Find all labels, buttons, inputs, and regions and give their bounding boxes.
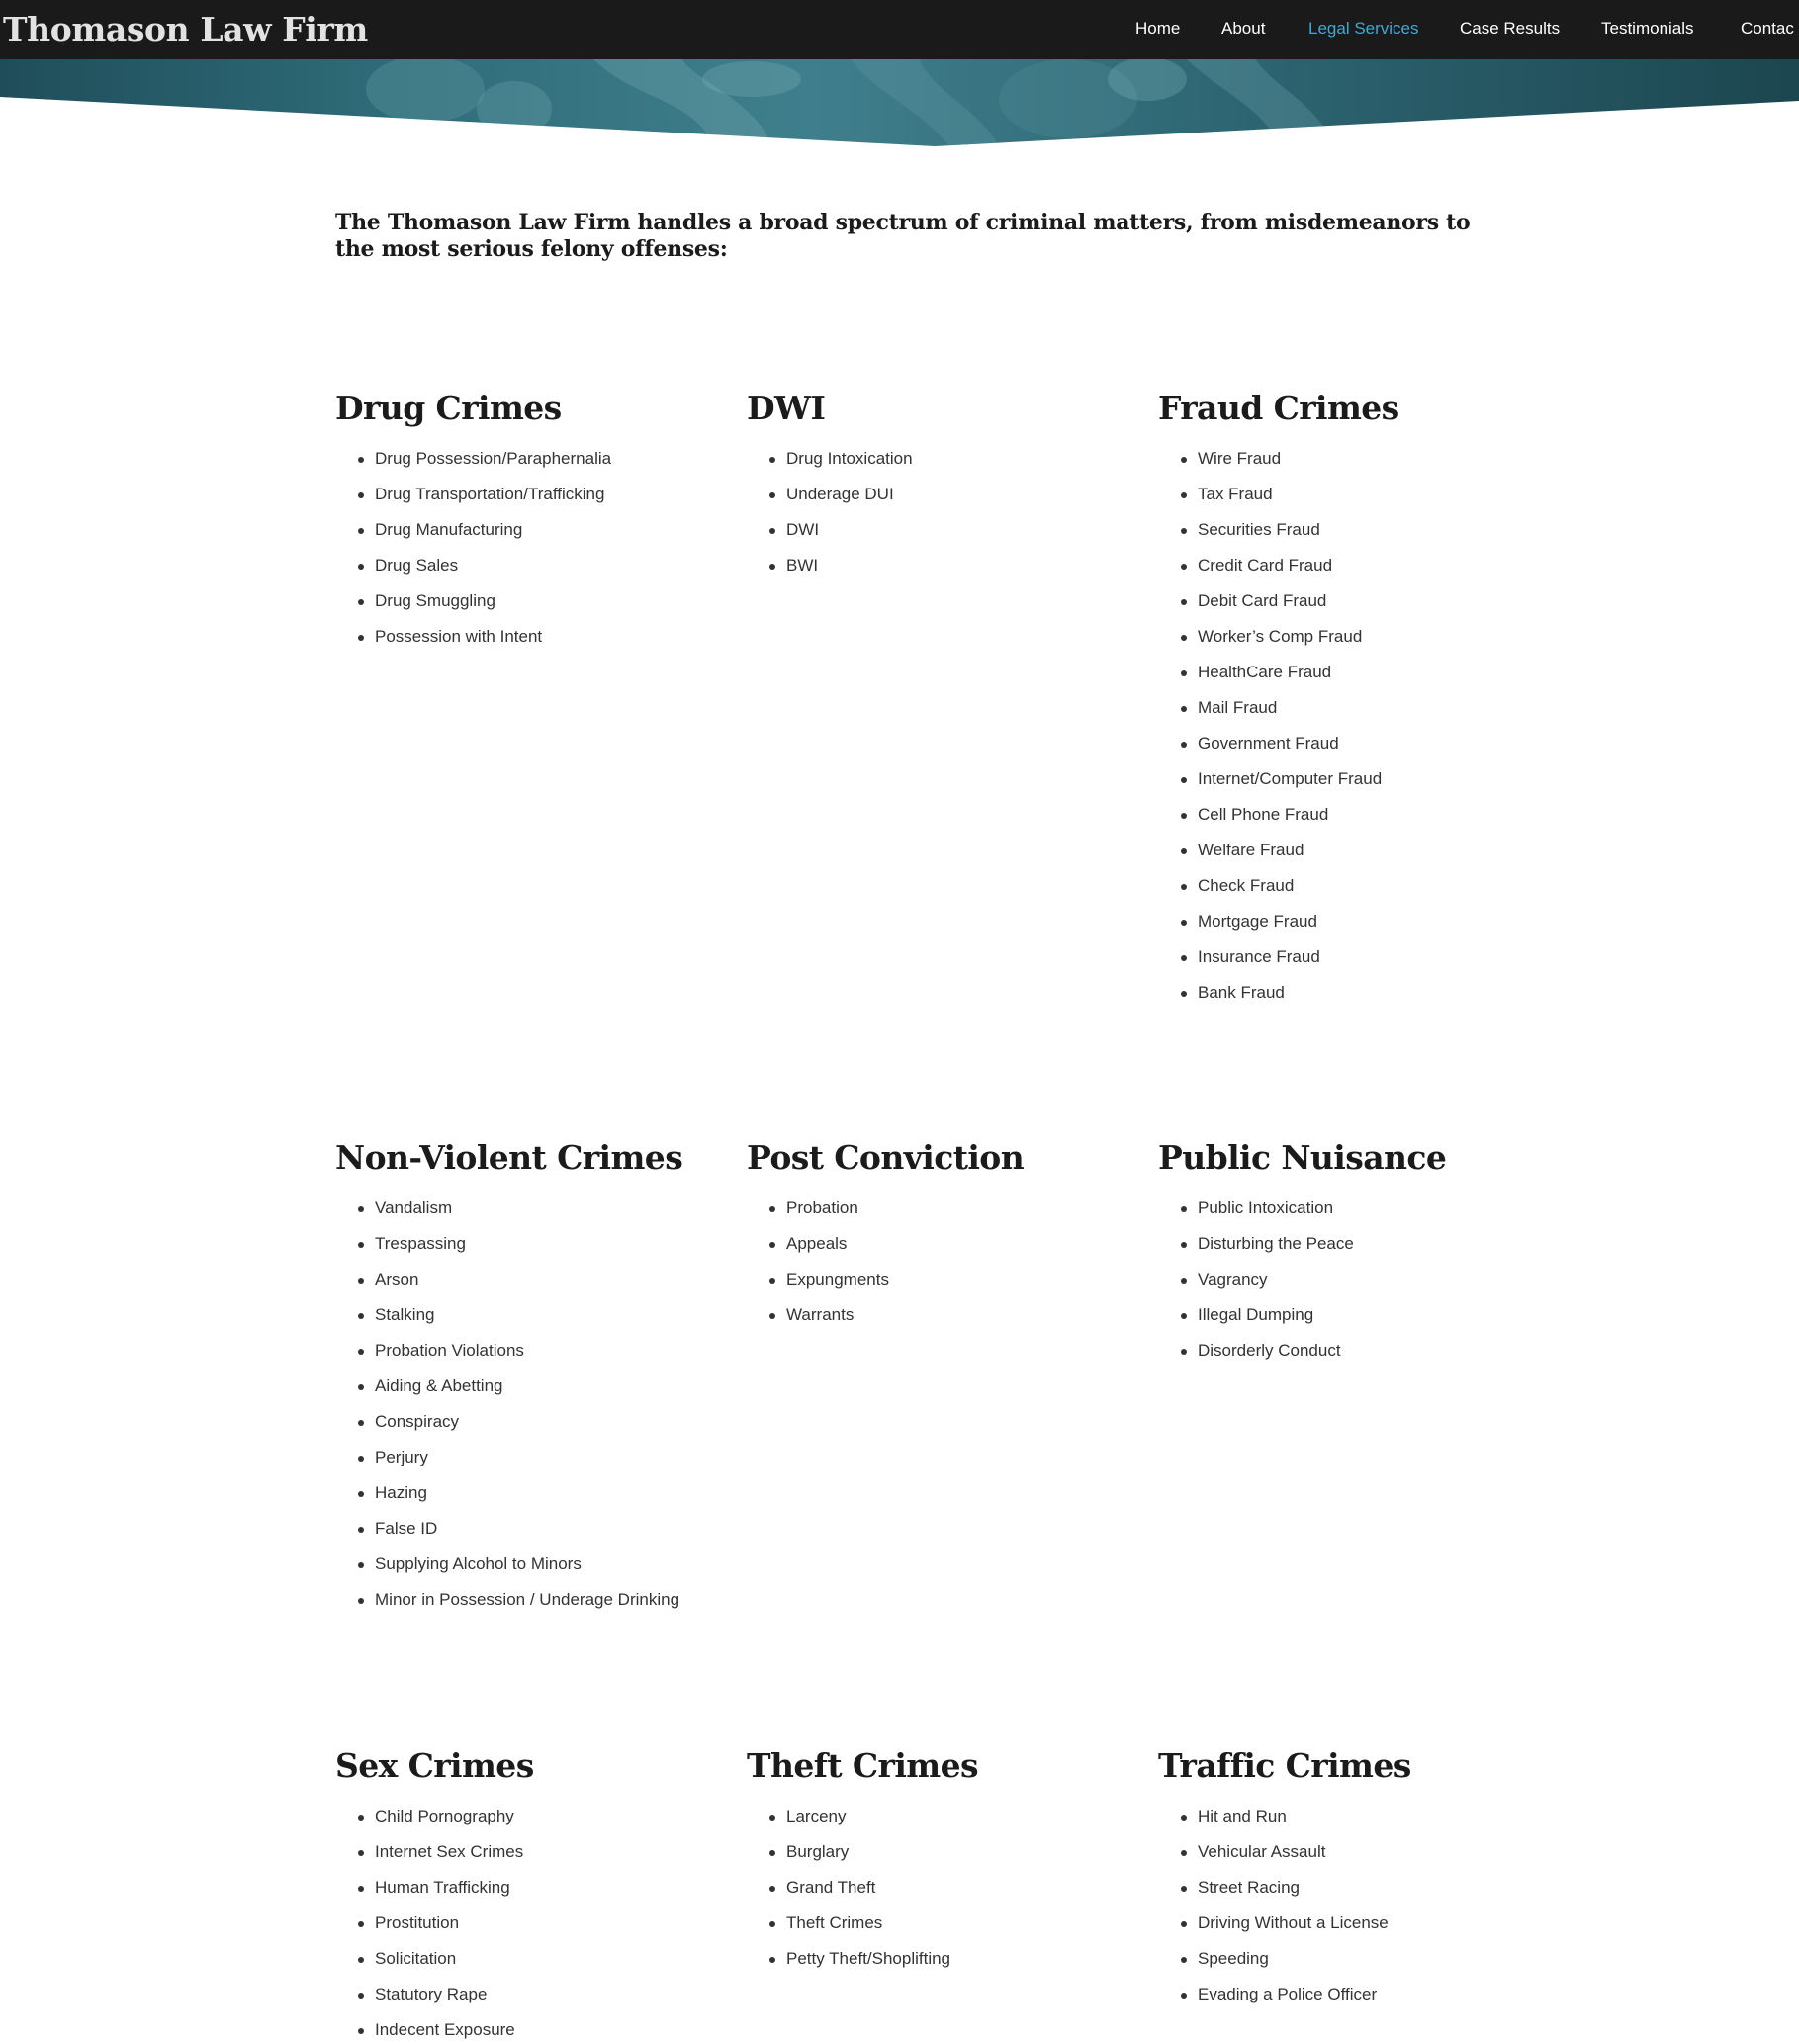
nav-testimonials[interactable]: Testimonials xyxy=(1601,19,1694,38)
list-item: Government Fraud xyxy=(1158,726,1554,761)
list-item: Human Trafficking xyxy=(335,1870,731,1906)
list-item: Grand Theft xyxy=(747,1870,1142,1906)
list-item: Possession with Intent xyxy=(335,619,731,655)
list-item: Driving Without a License xyxy=(1158,1906,1554,1941)
list-item: Petty Theft/Shoplifting xyxy=(747,1941,1142,1977)
service-category-dwi xyxy=(747,389,1142,583)
list-item: Cell Phone Fraud xyxy=(1158,797,1554,833)
list-item: Aiding & Abetting xyxy=(335,1369,731,1404)
list-item: Check Fraud xyxy=(1158,868,1554,904)
list-item: Street Racing xyxy=(1158,1870,1554,1906)
list-item: Hit and Run xyxy=(1158,1799,1554,1834)
list-item: Vandalism xyxy=(335,1191,731,1226)
service-category-theft-crimes xyxy=(747,1746,1142,1977)
list-item: Mail Fraud xyxy=(1158,690,1554,726)
list-item: Tax Fraud xyxy=(1158,477,1554,512)
list-item: Worker’s Comp Fraud xyxy=(1158,619,1554,655)
intro-text: The Thomason Law Firm handles a broad spectrum of criminal matters, from misdemeanors to the most serious felony offenses: xyxy=(335,210,1471,262)
service-list xyxy=(747,1799,1142,1977)
list-item: BWI xyxy=(747,548,1142,583)
service-category-non-violent-crimes xyxy=(335,1138,731,1618)
list-item: Probation Violations xyxy=(335,1333,731,1369)
list-item: Internet/Computer Fraud xyxy=(1158,761,1554,797)
list-item: Public Intoxication xyxy=(1158,1191,1554,1226)
category-title: Traffic Crimes xyxy=(1158,1746,1411,1785)
list-item: Drug Intoxication xyxy=(747,441,1142,477)
category-title: Sex Crimes xyxy=(335,1746,534,1785)
list-item: Statutory Rape xyxy=(335,1977,731,2012)
list-item: Probation xyxy=(747,1191,1142,1226)
list-item: DWI xyxy=(747,512,1142,548)
list-item: Conspiracy xyxy=(335,1404,731,1440)
service-list xyxy=(335,441,731,655)
service-list xyxy=(1158,1191,1554,1369)
service-list xyxy=(747,1191,1142,1333)
site-header xyxy=(0,0,1799,59)
list-item: Trespassing xyxy=(335,1226,731,1262)
nav-contact[interactable]: Contac xyxy=(1741,19,1794,38)
service-list xyxy=(747,441,1142,583)
list-item: Prostitution xyxy=(335,1906,731,1941)
site-logo[interactable]: Thomason Law Firm xyxy=(3,10,368,48)
list-item: HealthCare Fraud xyxy=(1158,655,1554,690)
hero-banner-image xyxy=(0,59,1799,148)
list-item: Solicitation xyxy=(335,1941,731,1977)
category-title: DWI xyxy=(747,389,826,427)
service-category-post-conviction xyxy=(747,1138,1142,1333)
nav-legal-services[interactable]: Legal Services xyxy=(1308,19,1419,38)
list-item: Drug Smuggling xyxy=(335,583,731,619)
list-item: Arson xyxy=(335,1262,731,1297)
list-item: Expungments xyxy=(747,1262,1142,1297)
list-item: Evading a Police Officer xyxy=(1158,1977,1554,2012)
category-title: Post Conviction xyxy=(747,1138,1025,1177)
service-category-drug-crimes xyxy=(335,389,731,655)
category-title: Public Nuisance xyxy=(1158,1138,1447,1177)
list-item: Burglary xyxy=(747,1834,1142,1870)
list-item: Theft Crimes xyxy=(747,1906,1142,1941)
list-item: Credit Card Fraud xyxy=(1158,548,1554,583)
list-item: Hazing xyxy=(335,1475,731,1511)
list-item: Disorderly Conduct xyxy=(1158,1333,1554,1369)
list-item: Appeals xyxy=(747,1226,1142,1262)
list-item: Warrants xyxy=(747,1297,1142,1333)
list-item: Securities Fraud xyxy=(1158,512,1554,548)
list-item: Drug Manufacturing xyxy=(335,512,731,548)
list-item: Indecent Exposure xyxy=(335,2012,731,2044)
category-title: Non-Violent Crimes xyxy=(335,1138,683,1177)
nav-case-results[interactable]: Case Results xyxy=(1460,19,1561,38)
list-item: Vehicular Assault xyxy=(1158,1834,1554,1870)
list-item: Supplying Alcohol to Minors xyxy=(335,1547,731,1582)
category-title: Theft Crimes xyxy=(747,1746,978,1785)
service-list xyxy=(1158,441,1554,1011)
list-item: Bank Fraud xyxy=(1158,975,1554,1011)
list-item: Welfare Fraud xyxy=(1158,833,1554,868)
list-item: Internet Sex Crimes xyxy=(335,1834,731,1870)
service-list xyxy=(1158,1799,1554,2012)
list-item: Vagrancy xyxy=(1158,1262,1554,1297)
service-category-fraud-crimes xyxy=(1158,389,1554,1011)
list-item: Wire Fraud xyxy=(1158,441,1554,477)
list-item: Underage DUI xyxy=(747,477,1142,512)
list-item: Minor in Possession / Underage Drinking xyxy=(335,1582,731,1618)
list-item: Mortgage Fraud xyxy=(1158,904,1554,939)
list-item: Drug Possession/Paraphernalia xyxy=(335,441,731,477)
list-item: Perjury xyxy=(335,1440,731,1475)
service-category-public-nuisance xyxy=(1158,1138,1554,1369)
list-item: Disturbing the Peace xyxy=(1158,1226,1554,1262)
nav-about[interactable]: About xyxy=(1221,19,1266,38)
service-category-traffic-crimes xyxy=(1158,1746,1554,2012)
list-item: Insurance Fraud xyxy=(1158,939,1554,975)
list-item: Debit Card Fraud xyxy=(1158,583,1554,619)
main-nav xyxy=(1135,0,1799,59)
list-item: Child Pornography xyxy=(335,1799,731,1834)
list-item: False ID xyxy=(335,1511,731,1547)
list-item: Stalking xyxy=(335,1297,731,1333)
list-item: Drug Sales xyxy=(335,548,731,583)
service-list xyxy=(335,1191,731,1618)
service-list xyxy=(335,1799,731,2044)
service-category-sex-crimes xyxy=(335,1746,731,2044)
category-title: Fraud Crimes xyxy=(1158,389,1399,427)
list-item: Speeding xyxy=(1158,1941,1554,1977)
list-item: Illegal Dumping xyxy=(1158,1297,1554,1333)
category-title: Drug Crimes xyxy=(335,389,562,427)
list-item: Drug Transportation/Trafficking xyxy=(335,477,731,512)
nav-home[interactable]: Home xyxy=(1135,19,1181,38)
list-item: Larceny xyxy=(747,1799,1142,1834)
